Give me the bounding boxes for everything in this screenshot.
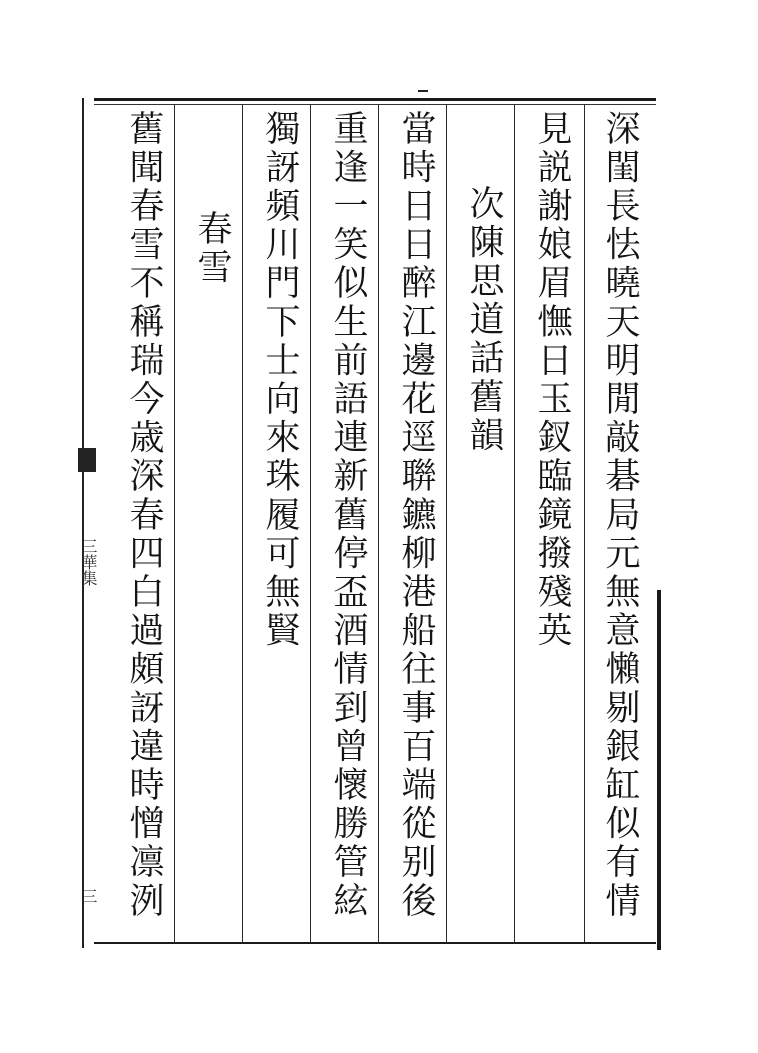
- text-column-5: 重逢一笑似生前語連新舊停盃酒情到曾懷勝管絃: [328, 110, 368, 921]
- text-column-4: 當時日日醉江邊花逕聨鑣柳港船往事百端從别後: [396, 110, 436, 921]
- poem-title-chen-sidao: 次陳思道話舊韻: [464, 185, 504, 456]
- text-column-1: 深閨長怯曉天明閒敲碁局元無意懶剔銀缸似有情: [600, 110, 640, 921]
- column-rule: [378, 104, 379, 942]
- fishtail-mark: [78, 448, 96, 472]
- text-column-6: 獨訝頻川門下士向來珠履可無賢: [260, 110, 300, 651]
- spine-book-title: 三華集: [79, 538, 98, 586]
- frame-bottom-border: [94, 942, 656, 944]
- column-rule: [242, 104, 243, 942]
- text-column-2: 見説謝娘眉憮日玉釵臨鏡撥殘英: [532, 110, 572, 651]
- spine-border: [82, 98, 84, 948]
- top-mark: [418, 90, 428, 92]
- poem-title-spring-snow: 春雪: [192, 210, 232, 288]
- column-rule: [584, 104, 585, 942]
- column-rule: [446, 104, 447, 942]
- text-column-8: 舊聞春雪不稱瑞今歳深春四白過頗訝違時憎凛洌: [124, 110, 164, 921]
- page-spine-margin: [79, 98, 98, 948]
- column-rule: [514, 104, 515, 942]
- frame-top-inner-border: [94, 104, 656, 105]
- frame-top-border: [94, 98, 656, 101]
- column-rule: [310, 104, 311, 942]
- spine-page-number: 三: [79, 888, 98, 904]
- column-rule: [174, 104, 175, 942]
- frame-right-border: [657, 590, 661, 950]
